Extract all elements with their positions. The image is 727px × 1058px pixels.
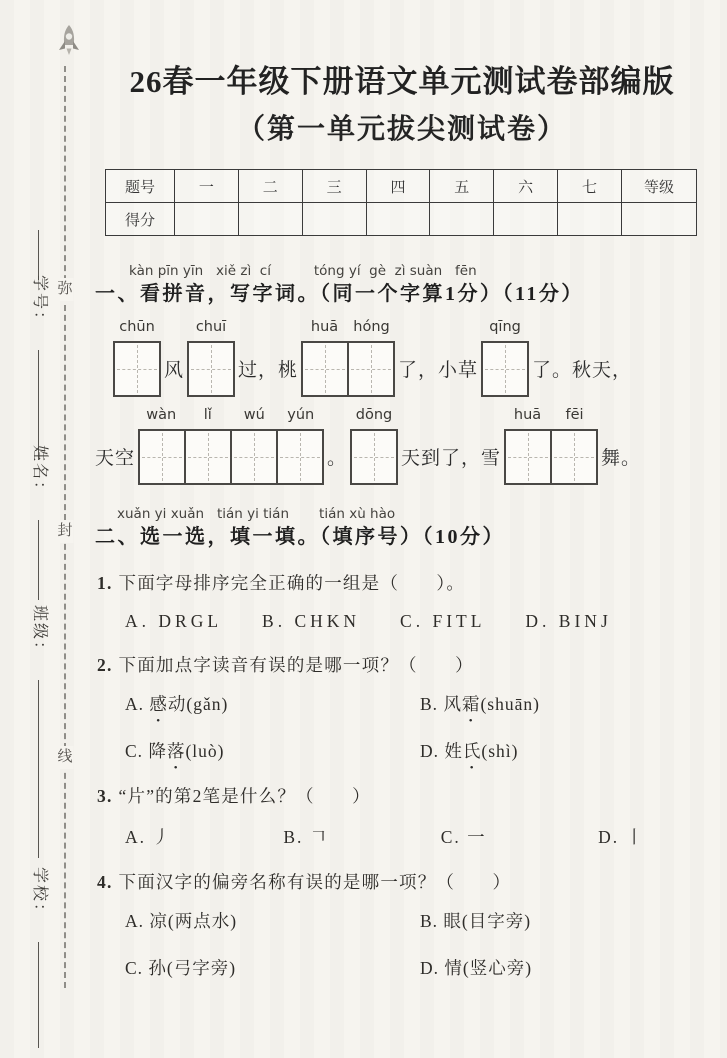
score-input-cell[interactable] [558, 203, 622, 236]
question-2-options [125, 691, 709, 763]
score-input-cell[interactable] [494, 203, 558, 236]
option-d: D. 情(竖心旁) [420, 957, 533, 978]
option-a: A. 感动(gǎn) [125, 693, 229, 714]
question-1 [97, 570, 709, 595]
pinyin-label: wàn [146, 406, 177, 423]
pinyin-label: yún [287, 406, 315, 423]
score-header-cell: 等级 [622, 170, 697, 203]
score-table-score-row [106, 203, 697, 236]
question-number: 3. [97, 785, 113, 806]
score-table [105, 169, 697, 236]
answer-box-group [481, 319, 529, 397]
writing-box[interactable] [276, 429, 324, 485]
pinyin-label: huā [513, 406, 542, 423]
pinyin-label: qīng [489, 318, 521, 335]
pinyin-label: huā [310, 318, 339, 335]
question-3 [97, 783, 709, 808]
school-label: 学校： [31, 866, 48, 921]
section1-heading: 一、看拼音，写字词。（同一个字算1分）（11分） [95, 282, 584, 305]
answer-box-group [187, 319, 235, 397]
option-a: A. 凉(两点水) [125, 910, 238, 931]
question-number: 2. [97, 654, 113, 675]
option-d: D. 姓氏(shì) [420, 740, 519, 761]
question-4 [97, 869, 709, 894]
question-text: 下面汉字的偏旁名称有误的是哪一项？（ ） [118, 871, 512, 892]
option-b: B. 风霜(shuān) [420, 693, 540, 714]
writing-box[interactable] [138, 429, 186, 485]
question-text: 下面字母排序完全正确的一组是（ ）。 [118, 572, 466, 593]
option-a: A. 丿 [125, 826, 172, 847]
pinyin-label: chuī [195, 318, 227, 335]
option-c: C. 孙(弓字旁) [125, 957, 237, 978]
writing-box[interactable] [481, 341, 529, 397]
question-text: 下面加点字读音有误的是哪一项？（ ） [118, 654, 474, 675]
writing-box[interactable] [504, 429, 552, 485]
pinyin-label: hóng [353, 318, 390, 335]
answer-box-group [301, 319, 395, 397]
score-table-header-row [106, 170, 697, 203]
fill-in-line-2 [95, 407, 709, 485]
sentence-text: 天到了，雪 [401, 447, 502, 469]
dotted-character: 霜 [461, 693, 481, 714]
score-input-cell[interactable] [366, 203, 430, 236]
writing-box[interactable] [187, 341, 235, 397]
score-header-cell: 六 [494, 170, 558, 203]
question-text: “片”的第2笔是什么？（ ） [118, 785, 371, 806]
writing-box[interactable] [550, 429, 598, 485]
pinyin-label: wú [243, 406, 265, 423]
sentence-text: 天空 [95, 447, 136, 469]
question-4-options [125, 908, 709, 980]
dotted-character: 氏 [462, 740, 482, 761]
sentence-text: 。 [327, 447, 348, 469]
name-label: 姓名： [31, 444, 48, 499]
option-b: B. 眼(目字旁) [420, 910, 532, 931]
pinyin-label: dōng [355, 406, 393, 423]
answer-box-group [350, 407, 398, 485]
score-input-cell[interactable] [622, 203, 697, 236]
dotted-character: 落 [166, 740, 186, 761]
question-2 [97, 652, 709, 677]
writing-box[interactable] [350, 429, 398, 485]
option-c: C. 一 [440, 826, 487, 847]
score-header-cell: 题号 [106, 170, 175, 203]
section1-pinyin: kàn pīn yīn xiě zì cí tóng yí gè zì suàn fēn [129, 263, 477, 279]
score-input-cell[interactable] [175, 203, 239, 236]
writing-box[interactable] [347, 341, 395, 397]
paper-title: 26春一年级下册语文单元测试卷部编版 [129, 64, 675, 99]
score-header-cell: 四 [366, 170, 430, 203]
question-number: 4. [97, 871, 113, 892]
writing-box[interactable] [184, 429, 232, 485]
pinyin-label: fēi [565, 406, 584, 423]
section2-heading: 二、选一选，填一填。（填序号）（10分） [95, 525, 505, 548]
seal-char: 封 [56, 520, 73, 543]
fill-in-line-1 [113, 319, 709, 397]
score-header-cell: 七 [558, 170, 622, 203]
paper-content [95, 0, 709, 980]
option-c: C. 降落(luò) [125, 740, 225, 761]
pinyin-label: chūn [119, 318, 155, 335]
question-1-options [125, 611, 709, 632]
sentence-text: 过，桃 [238, 359, 299, 381]
writing-box[interactable] [113, 341, 161, 397]
option-b: B. CHKN [262, 610, 361, 631]
option-b: B. 𠃍 [283, 826, 330, 847]
score-header-cell: 五 [430, 170, 494, 203]
answer-box-group [504, 407, 598, 485]
class-label: 班级： [31, 604, 48, 659]
pinyin-label: lǐ [203, 406, 212, 423]
score-header-cell: 三 [302, 170, 366, 203]
sentence-text: 风 [164, 359, 185, 381]
writing-box[interactable] [230, 429, 278, 485]
sentence-text: 舞。 [601, 447, 642, 469]
answer-box-group [138, 407, 324, 485]
score-header-cell: 一 [175, 170, 239, 203]
option-a: A. DRGL [125, 610, 223, 631]
sentence-text: 了。秋天， [532, 359, 633, 381]
score-header-cell: 二 [238, 170, 302, 203]
sentence-text: 了，小草 [398, 359, 479, 381]
score-input-cell[interactable] [430, 203, 494, 236]
seal-char: 线 [56, 746, 73, 769]
score-input-cell[interactable] [302, 203, 366, 236]
answer-box-group [113, 319, 161, 397]
question-3-options [125, 824, 645, 849]
question-number: 1. [97, 572, 113, 593]
option-d: D. 丨 [598, 826, 645, 847]
score-input-cell[interactable] [238, 203, 302, 236]
school-blank-line[interactable] [38, 680, 39, 858]
paper-subtitle: （第一单元拔尖测试卷） [236, 114, 567, 145]
bottom-blank-line[interactable] [38, 942, 39, 1048]
class-blank-line[interactable] [38, 520, 39, 600]
section2-pinyin: xuǎn yi xuǎn tián yi tián tián xù hào [117, 505, 396, 522]
dotted-character: 感 [149, 693, 168, 714]
writing-box[interactable] [301, 341, 349, 397]
option-c: C. FITL [400, 610, 486, 631]
score-row-label: 得分 [106, 203, 175, 236]
student-id-label: 学号： [31, 274, 48, 329]
option-d: D. BINJ [525, 610, 612, 631]
rocket-icon [56, 24, 82, 71]
seal-char: 弥 [56, 278, 73, 301]
